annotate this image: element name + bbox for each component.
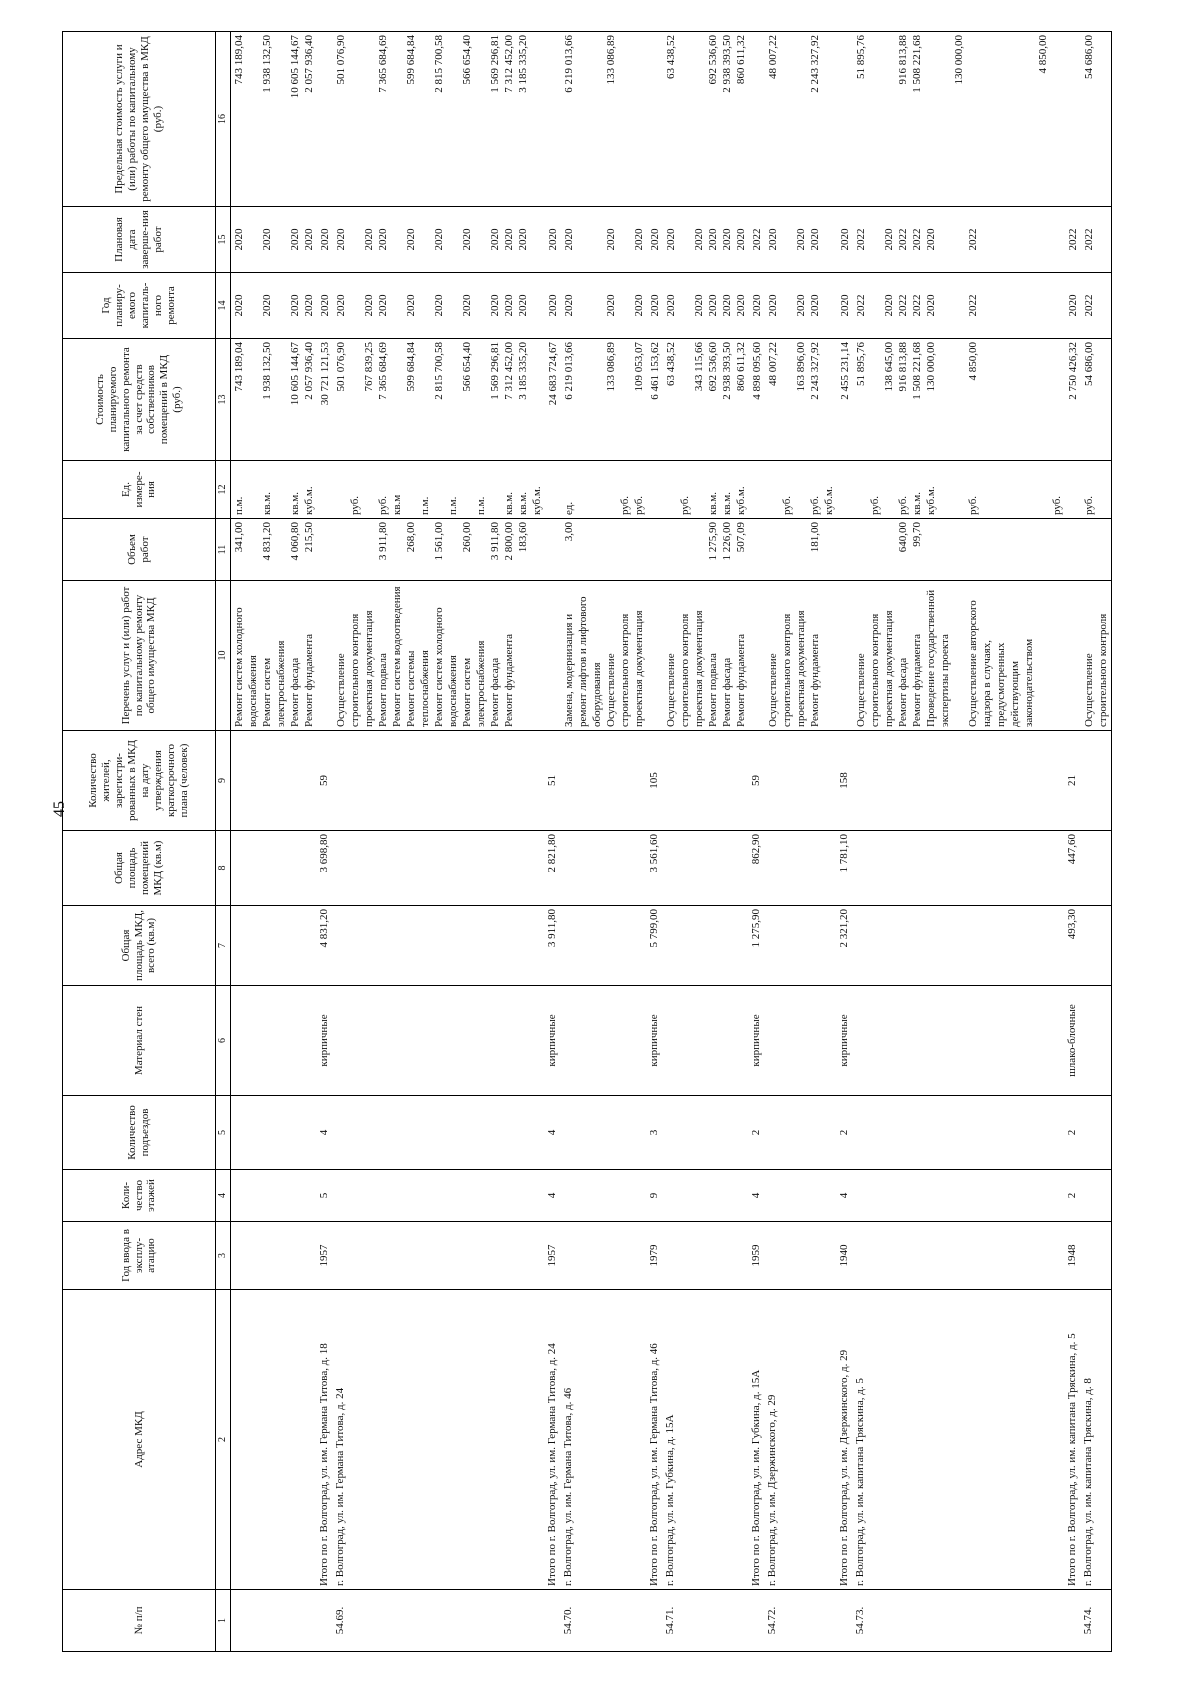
header-cell: № п/п xyxy=(63,1590,216,1652)
column-number: 3 xyxy=(216,1222,231,1290)
limit-cost-cell: 51 895,76 916 813,88 1 508 221,68 130 000,00 4 850,00 xyxy=(853,32,1065,207)
table-row xyxy=(231,32,318,1652)
column-number: 16 xyxy=(216,32,231,207)
total-area-cell xyxy=(231,906,318,986)
volume-cell: 3,00 xyxy=(561,519,647,581)
row-number-cell xyxy=(231,1590,318,1652)
volume-cell xyxy=(837,519,853,581)
rooms-area-cell xyxy=(333,831,545,906)
residents-cell: 59 xyxy=(749,731,765,831)
works-list-cell: Осуществление строительного контроля проектная документация Ремонт фасада Ремонт фундамента Проведение государственной экспертизы проекта Осуществление авторского надзора в случаях, предусмотренных действующим законодательством xyxy=(853,581,1065,731)
unit-cell: руб. xyxy=(1081,461,1112,519)
floors-cell xyxy=(663,1170,749,1222)
address-cell: г. Волгоград, ул. им. Германа Титова, д. 24 xyxy=(333,1290,545,1590)
header-cell: Предельная стоимость услуги и (или) работы по капитальному ремонту общего имущества в МКД (руб.) xyxy=(63,32,216,207)
end-date-cell: 2020 xyxy=(837,207,853,273)
plan-year-cell: 2020 2020 2020 xyxy=(561,273,647,339)
wall-material-cell: кирпичные xyxy=(837,986,853,1096)
rooms-area-cell: 447,60 xyxy=(1065,831,1081,906)
plan-year-cell: 2022 2020 2022 2022 2020 2022 xyxy=(853,273,1065,339)
cost-cell: 4 898 095,60 xyxy=(749,339,765,461)
header-cell: Общая площадь МКД, всего (кв.м) xyxy=(63,906,216,986)
residents-cell: 51 xyxy=(545,731,561,831)
volume-cell: 1 275,90 1 226,00 507,09 xyxy=(663,519,749,581)
unit-cell xyxy=(837,461,853,519)
works-list-cell xyxy=(837,581,853,731)
volume-cell xyxy=(317,519,333,581)
total-row xyxy=(647,32,663,1652)
cost-cell: 2 455 231,14 xyxy=(837,339,853,461)
rooms-area-cell xyxy=(231,831,318,906)
row-number-cell: 54.70. xyxy=(561,1590,647,1652)
column-number: 9 xyxy=(216,731,231,831)
residents-cell xyxy=(663,731,749,831)
year-cell xyxy=(663,1222,749,1290)
row-number-cell xyxy=(317,1590,333,1652)
entrances-cell: 3 xyxy=(647,1096,663,1170)
cost-cell: 743 189,04 1 938 132,50 10 605 144,67 2 057 936,40 xyxy=(231,339,318,461)
residents-cell xyxy=(561,731,647,831)
entrances-cell xyxy=(1081,1096,1112,1170)
end-date-cell: 2020 2020 2020 2020 xyxy=(231,207,318,273)
year-cell: 1948 xyxy=(1065,1222,1081,1290)
row-number-cell xyxy=(1065,1590,1081,1652)
entrances-cell xyxy=(853,1096,1065,1170)
row-number-cell: 54.74. xyxy=(1081,1590,1112,1652)
address-cell: г. Волгоград, ул. им. капитана Тряскина, д. 5 xyxy=(853,1290,1065,1590)
total-row xyxy=(1065,32,1081,1652)
header-row xyxy=(63,32,216,1652)
end-date-cell: 2022 xyxy=(749,207,765,273)
column-number: 15 xyxy=(216,207,231,273)
year-cell xyxy=(333,1222,545,1290)
rooms-area-cell xyxy=(765,831,837,906)
address-cell xyxy=(231,1290,318,1590)
floors-cell: 4 xyxy=(837,1170,853,1222)
limit-cost-cell xyxy=(749,32,765,207)
cost-cell: 6 219 013,66 133 086,89 109 053,07 xyxy=(561,339,647,461)
works-list-cell: Осуществление строительного контроля проектная документация Ремонт подвала Ремонт фасада Ремонт фундамента xyxy=(663,581,749,731)
address-cell: Итого по г. Волгоград, ул. им. капитана Тряскина, д. 5 xyxy=(1065,1290,1081,1590)
address-cell: г. Волгоград, ул. им. Губкина, д. 15А xyxy=(663,1290,749,1590)
wall-material-cell xyxy=(231,986,318,1096)
unit-cell: ед. руб. руб. xyxy=(561,461,647,519)
row-number-cell: 54.73. xyxy=(853,1590,1065,1652)
works-list-cell xyxy=(545,581,561,731)
rooms-area-cell xyxy=(561,831,647,906)
residents-cell: 21 xyxy=(1065,731,1081,831)
header-cell: Материал стен xyxy=(63,986,216,1096)
volume-cell: 181,00 xyxy=(765,519,837,581)
unit-cell xyxy=(647,461,663,519)
end-date-cell: 2020 xyxy=(647,207,663,273)
header-cell: Перечень услуг и (или) работ по капитальному ремонту общего имущества МКД xyxy=(63,581,216,731)
cost-cell: 51 895,76 138 645,00 916 813,88 1 508 221,68 130 000,00 4 850,00 xyxy=(853,339,1065,461)
total-area-cell: 2 321,20 xyxy=(837,906,853,986)
header-cell: Год ввода в эксплу-атацию xyxy=(63,1222,216,1290)
plan-year-cell: 2020 2020 2020 2020 2020 xyxy=(663,273,749,339)
plan-year-cell: 2020 2020 2020 xyxy=(765,273,837,339)
header-cell: Адрес МКД xyxy=(63,1290,216,1590)
header-cell: Коли-чество этажей xyxy=(63,1170,216,1222)
header-cell: Год планиру-емого капиталь-ного ремонта xyxy=(63,273,216,339)
total-row xyxy=(317,32,333,1652)
column-number: 6 xyxy=(216,986,231,1096)
table-row xyxy=(561,32,647,1652)
header-cell: Плановая дата заверше-ния работ xyxy=(63,207,216,273)
plan-year-cell: 2020 xyxy=(647,273,663,339)
floors-cell: 4 xyxy=(545,1170,561,1222)
header-cell: Стоимость планируемого капитального ремонта за счет средств собственников помещений в МКД (руб.) xyxy=(63,339,216,461)
rooms-area-cell: 3 698,80 xyxy=(317,831,333,906)
works-list-cell: Замена, модернизация и ремонт лифтов и лифтового оборудования Осуществление строительного контроля проектная документация xyxy=(561,581,647,731)
cost-cell: 30 721 121,53 xyxy=(317,339,333,461)
end-date-cell: 2020 2020 2020 xyxy=(765,207,837,273)
column-number: 13 xyxy=(216,339,231,461)
works-list-cell xyxy=(317,581,333,731)
volume-cell xyxy=(749,519,765,581)
address-cell: Итого по г. Волгоград, ул. им. Германа Титова, д. 18 xyxy=(317,1290,333,1590)
plan-year-cell: 2020 xyxy=(749,273,765,339)
entrances-cell: 2 xyxy=(749,1096,765,1170)
plan-year-cell: 2020 2020 2020 2020 2020 2020 2020 2020 2020 xyxy=(333,273,545,339)
cost-cell: 63 438,52 343 115,66 692 536,60 2 938 393,50 860 611,32 xyxy=(663,339,749,461)
cost-cell: 6 461 153,62 xyxy=(647,339,663,461)
column-number: 7 xyxy=(216,906,231,986)
floors-cell xyxy=(765,1170,837,1222)
total-area-cell xyxy=(853,906,1065,986)
table-body xyxy=(231,32,1112,1652)
total-area-cell: 5 799,00 xyxy=(647,906,663,986)
table-row xyxy=(765,32,837,1652)
limit-cost-cell: 48 007,22 2 243 327,92 xyxy=(765,32,837,207)
header-cell: Ед. измере-ния xyxy=(63,461,216,519)
plan-year-cell: 2020 xyxy=(317,273,333,339)
works-list-cell: Осуществление строительного контроля xyxy=(1081,581,1112,731)
row-number-cell: 54.71. xyxy=(663,1590,749,1652)
floors-cell xyxy=(1081,1170,1112,1222)
unit-cell xyxy=(1065,461,1081,519)
plan-year-cell: 2020 2020 2020 2020 xyxy=(231,273,318,339)
column-number: 10 xyxy=(216,581,231,731)
total-row xyxy=(749,32,765,1652)
wall-material-cell: кирпичные xyxy=(317,986,333,1096)
table-row xyxy=(853,32,1065,1652)
rooms-area-cell: 2 821,80 xyxy=(545,831,561,906)
limit-cost-cell xyxy=(317,32,333,207)
cost-cell: 24 683 724,67 xyxy=(545,339,561,461)
row-number-cell xyxy=(545,1590,561,1652)
volume-cell: 341,00 4 831,20 4 060,80 215,50 xyxy=(231,519,318,581)
volume-cell xyxy=(1081,519,1112,581)
row-number-cell: 54.69. xyxy=(333,1590,545,1652)
volume-cell xyxy=(545,519,561,581)
column-number: 11 xyxy=(216,519,231,581)
column-number: 8 xyxy=(216,831,231,906)
entrances-cell xyxy=(765,1096,837,1170)
wall-material-cell xyxy=(765,986,837,1096)
address-cell: г. Волгоград, ул. им. капитана Тряскина, д. 8 xyxy=(1081,1290,1112,1590)
total-area-cell: 493,30 xyxy=(1065,906,1081,986)
wall-material-cell xyxy=(561,986,647,1096)
table-row xyxy=(1081,32,1112,1652)
rotated-table-wrapper xyxy=(62,32,1200,1652)
works-list-cell xyxy=(1065,581,1081,731)
wall-material-cell: кирпичные xyxy=(647,986,663,1096)
year-cell xyxy=(561,1222,647,1290)
entrances-cell: 4 xyxy=(317,1096,333,1170)
unit-cell: руб. руб. кв.м. куб.м. руб. руб. xyxy=(853,461,1065,519)
total-area-cell xyxy=(1081,906,1112,986)
floors-cell: 9 xyxy=(647,1170,663,1222)
column-number: 14 xyxy=(216,273,231,339)
entrances-cell: 2 xyxy=(1065,1096,1081,1170)
year-cell xyxy=(765,1222,837,1290)
unit-cell: руб. кв.м. кв.м. куб.м. xyxy=(663,461,749,519)
total-area-cell xyxy=(765,906,837,986)
limit-cost-cell: 6 219 013,66 133 086,89 xyxy=(561,32,647,207)
volume-cell xyxy=(647,519,663,581)
entrances-cell xyxy=(561,1096,647,1170)
row-number-cell: 54.72. xyxy=(765,1590,837,1652)
year-cell: 1979 xyxy=(647,1222,663,1290)
entrances-cell: 4 xyxy=(545,1096,561,1170)
residents-cell xyxy=(853,731,1065,831)
capital-repair-table xyxy=(62,31,1112,1652)
header-cell: Объем работ xyxy=(63,519,216,581)
rooms-area-cell xyxy=(1081,831,1112,906)
cost-cell: 501 076,90 767 839,25 7 365 684,69 599 684,84 2 815 700,58 566 654,40 1 569 296,81 7 312 452,00 3 185 335,20 xyxy=(333,339,545,461)
page-number: 45 xyxy=(51,801,68,817)
plan-year-cell: 2022 xyxy=(1081,273,1112,339)
column-number: 12 xyxy=(216,461,231,519)
residents-cell xyxy=(333,731,545,831)
address-cell: г. Волгоград, ул. им. Дзержинского, д. 29 xyxy=(765,1290,837,1590)
row-number-cell xyxy=(647,1590,663,1652)
entrances-cell: 2 xyxy=(837,1096,853,1170)
residents-cell xyxy=(1081,731,1112,831)
residents-cell xyxy=(231,731,318,831)
floors-cell: 5 xyxy=(317,1170,333,1222)
rooms-area-cell xyxy=(853,831,1065,906)
total-row xyxy=(545,32,561,1652)
unit-cell: руб. руб. кв.м п.м. п.м. п.м. кв.м. кв.м. куб.м. xyxy=(333,461,545,519)
volume-cell xyxy=(1065,519,1081,581)
works-list-cell xyxy=(647,581,663,731)
column-number: 5 xyxy=(216,1096,231,1170)
floors-cell xyxy=(561,1170,647,1222)
rooms-area-cell xyxy=(663,831,749,906)
cost-cell: 54 686,00 xyxy=(1081,339,1112,461)
total-area-cell xyxy=(561,906,647,986)
residents-cell: 59 xyxy=(317,731,333,831)
column-number: 4 xyxy=(216,1170,231,1222)
row-number-cell xyxy=(749,1590,765,1652)
unit-cell: п.м. кв.м. кв.м. куб.м. xyxy=(231,461,318,519)
end-date-cell: 2022 xyxy=(1065,207,1081,273)
floors-cell xyxy=(231,1170,318,1222)
entrances-cell xyxy=(333,1096,545,1170)
header-cell: Общая площадь помещений МКД (кв.м) xyxy=(63,831,216,906)
address-cell: Итого по г. Волгоград, ул. им. Дзержинского, д. 29 xyxy=(837,1290,853,1590)
residents-cell: 158 xyxy=(837,731,853,831)
total-area-cell: 4 831,20 xyxy=(317,906,333,986)
year-cell: 1959 xyxy=(749,1222,765,1290)
total-area-cell: 1 275,90 xyxy=(749,906,765,986)
limit-cost-cell xyxy=(647,32,663,207)
column-number-row xyxy=(216,32,231,1652)
wall-material-cell: кирпичные xyxy=(749,986,765,1096)
works-list-cell: Ремонт систем холодного водоснабжения Ремонт систем электроснабжения Ремонт фасада Ремонт фундамента xyxy=(231,581,318,731)
year-cell xyxy=(231,1222,318,1290)
limit-cost-cell xyxy=(837,32,853,207)
table-row xyxy=(663,32,749,1652)
year-cell: 1957 xyxy=(545,1222,561,1290)
wall-material-cell xyxy=(1081,986,1112,1096)
rooms-area-cell: 862,90 xyxy=(749,831,765,906)
volume-cell: 640,00 99,70 xyxy=(853,519,1065,581)
column-number: 1 xyxy=(216,1590,231,1652)
cost-cell: 48 007,22 163 896,00 2 243 327,92 xyxy=(765,339,837,461)
wall-material-cell: шлако-блочные xyxy=(1065,986,1081,1096)
column-number: 2 xyxy=(216,1290,231,1590)
address-cell: Итого по г. Волгоград, ул. им. Германа Титова, д. 24 xyxy=(545,1290,561,1590)
floors-cell: 4 xyxy=(749,1170,765,1222)
unit-cell xyxy=(545,461,561,519)
residents-cell xyxy=(765,731,837,831)
cost-cell: 2 750 426,32 xyxy=(1065,339,1081,461)
address-cell: Итого по г. Волгоград, ул. им. Губкина, д. 15А xyxy=(749,1290,765,1590)
volume-cell: 3 911,80 268,00 1 561,00 260,00 3 911,80 2 800,00 183,60 xyxy=(333,519,545,581)
year-cell: 1940 xyxy=(837,1222,853,1290)
end-date-cell: 2022 2020 2022 2022 2020 2022 xyxy=(853,207,1065,273)
floors-cell xyxy=(333,1170,545,1222)
residents-cell: 105 xyxy=(647,731,663,831)
entrances-cell xyxy=(231,1096,318,1170)
wall-material-cell: кирпичные xyxy=(545,986,561,1096)
unit-cell xyxy=(749,461,765,519)
year-cell xyxy=(1081,1222,1112,1290)
wall-material-cell xyxy=(663,986,749,1096)
limit-cost-cell: 501 076,90 7 365 684,69 599 684,84 2 815 700,58 566 654,40 1 569 296,81 7 312 452,00 3 185 335,20 xyxy=(333,32,545,207)
address-cell: Итого по г. Волгоград, ул. им. Германа Титова, д. 46 xyxy=(647,1290,663,1590)
wall-material-cell xyxy=(333,986,545,1096)
end-date-cell: 2020 xyxy=(317,207,333,273)
header-cell: Количество подъездов xyxy=(63,1096,216,1170)
total-area-cell xyxy=(333,906,545,986)
plan-year-cell: 2020 xyxy=(837,273,853,339)
plan-year-cell: 2020 xyxy=(545,273,561,339)
address-cell: г. Волгоград, ул. им. Германа Титова, д. 46 xyxy=(561,1290,647,1590)
limit-cost-cell: 54 686,00 xyxy=(1081,32,1112,207)
limit-cost-cell: 743 189,04 1 938 132,50 10 605 144,67 2 057 936,40 xyxy=(231,32,318,207)
table-row xyxy=(333,32,545,1652)
total-row xyxy=(837,32,853,1652)
rooms-area-cell: 1 781,10 xyxy=(837,831,853,906)
works-list-cell: Осуществление строительного контроля проектная документация Ремонт подвала Ремонт систем водоотведения Ремонт системы теплоснабжения Ремонт систем холодного водоснабжения Ремонт систем электроснабжения Ремонт фасада Ремонт фундамента xyxy=(333,581,545,731)
limit-cost-cell xyxy=(1065,32,1081,207)
end-date-cell: 2020 2020 2020 2020 2020 xyxy=(663,207,749,273)
floors-cell: 2 xyxy=(1065,1170,1081,1222)
total-area-cell xyxy=(663,906,749,986)
row-number-cell xyxy=(837,1590,853,1652)
end-date-cell: 2020 xyxy=(545,207,561,273)
wall-material-cell xyxy=(853,986,1065,1096)
end-date-cell: 2022 xyxy=(1081,207,1112,273)
limit-cost-cell xyxy=(545,32,561,207)
plan-year-cell: 2020 xyxy=(1065,273,1081,339)
header-cell: Количество жителей, зарегистри-рованных в МКД на дату утверждения краткосрочного плана (человек) xyxy=(63,731,216,831)
end-date-cell: 2020 2020 2020 xyxy=(561,207,647,273)
works-list-cell: Осуществление строительного контроля проектная документация Ремонт фундамента xyxy=(765,581,837,731)
entrances-cell xyxy=(663,1096,749,1170)
unit-cell: руб. руб. куб.м. xyxy=(765,461,837,519)
year-cell xyxy=(853,1222,1065,1290)
total-area-cell: 3 911,80 xyxy=(545,906,561,986)
limit-cost-cell: 63 438,52 692 536,60 2 938 393,50 860 611,32 xyxy=(663,32,749,207)
end-date-cell: 2020 2020 2020 2020 2020 2020 2020 2020 2020 xyxy=(333,207,545,273)
works-list-cell xyxy=(749,581,765,731)
year-cell: 1957 xyxy=(317,1222,333,1290)
unit-cell xyxy=(317,461,333,519)
floors-cell xyxy=(853,1170,1065,1222)
rooms-area-cell: 3 561,60 xyxy=(647,831,663,906)
